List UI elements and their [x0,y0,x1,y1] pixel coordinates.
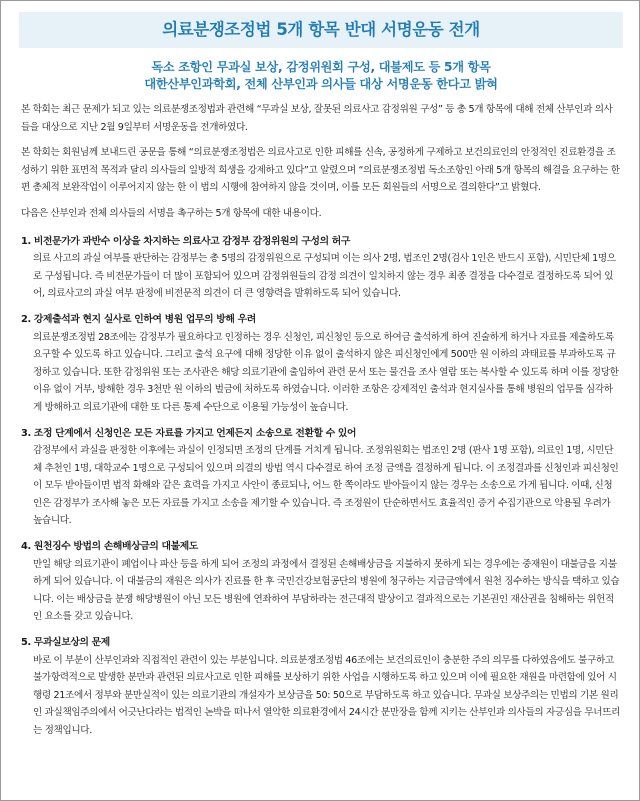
item-text: 감정부에서 과실을 판정한 이후에는 과실이 인정되면 조정의 단계를 거치게 됩니다. 조정위원회는 법조인 2명 (판사 1명 포함), 의료인 1명, 시민단체 추천인 1명, 대학교수 1명으로 구성되어 있으며 의결의 방법 역시 다수결로 하여 조정 금액을 결정하게 됩니다. 이 조정결과를 신청인과 피신청인이 모두 받아들이면 법적 화해와 같은 효력을 가지고 사안이 종료되나, 어느 한 쪽이라도 받아들이지 않는 경우는 소송으로 가게 됩니다. 이때, 신청인은 감정부가 조사해 놓은 모든 자료를 가지고 소송을 제기할 수 있습니다. 즉 조정원이 단순하면서도 효율적인 증거 수집기관으로 악용될 우려가 높습니다. [33,445,619,527]
subtitle-line-2: 대한산부인과학회, 전체 산부인과 의사들 대상 서명운동 한다고 밝혀 [144,77,498,91]
subtitle-line-1: 독소 조항인 무과실 보상, 감정위원회 구성, 대불제도 등 5개 항목 [151,60,491,74]
item-heading: 3. 조정 단계에서 신청인은 모든 자료를 가지고 언제든지 소송으로 전환할 수 있어 [21,427,357,439]
item-heading: 2. 강제출석과 현지 실사로 인하여 병원 업무의 방해 우려 [21,313,256,325]
list-item [21,425,621,531]
intro-paragraph-1: 본 학회는 최근 문제가 되고 있는 의료분쟁조정법과 관련해 “무과실 보상, 잘못된 의료사고 감정위원 구성” 등 총 5개 항목에 대해 전체 산부인과 의사들을 대상으로 지난 2월 9일부터 서명운동을 전개하였다. [21,104,613,133]
list-item [21,233,621,303]
title-banner [19,12,623,48]
intro-paragraph-3: 다음은 산부인과 전체 의사들의 서명을 촉구하는 5개 항목에 대한 내용이다. [21,207,322,219]
item-text: 의료 사고의 과실 여부를 판단하는 감정부는 총 5명의 감정위원으로 구성되며 이는 의사 2명, 법조인 2명(검사 1인은 반드시 포함), 시민단체 1명으로 구성됩니다. 즉 비전문가들이 더 많이 포함되어 있으며 감정위원들의 감정 의견이 일치하지 않는 경우 최종 결정을 다수결로 결정하도록 되어 있어, 의료사고의 과실 여부 판정에 비전문적 의견이 더 큰 영향력을 발휘하도록 되어 있습니다. [33,253,616,300]
subtitle [19,59,623,93]
item-text: 만일 해당 의료기관이 폐업이나 파산 등을 하게 되어 조정의 과정에서 결정된 손해배상금을 지불하지 못하게 되는 경우에는 중재원이 대불금을 지불하게 되어 있습니다. 이 대불금의 재원은 의사가 진료를 한 후 국민건강보험공단의 병원에 청구하는 지급금액에서 원천 징수하는 방식을 택하고 있습니다. 이는 배상금을 분쟁 해당병원이 아닌 모든 병원에 연좌하여 부담하라는 전근대적 발상이고 결과적으로는 기본권인 재산권을 침해하는 위헌적인 요소를 갖고 있습니다. [33,558,620,623]
item-heading: 1. 비전문가가 과반수 이상을 차지하는 의료사고 감정부 감정위원의 구성의 허구 [21,235,351,247]
item-heading: 4. 원천징수 방법의 손해배상금의 대불제도 [21,541,199,553]
item-text: 바로 이 부분이 산부인과와 직접적인 관련이 있는 부분입니다. 의료분쟁조정법 46조에는 보건의료인이 충분한 주의 의무를 다하였음에도 불구하고 불가항력적으로 발생한 분만과 관련된 의료사고로 인한 피해를 보상하기 위한 사업을 시행하도록 하고 있으며 이에 필요한 재원을 마련함에 있어 시행령 21조에서 정부와 분만실적이 있는 의료기관의 개설자가 보상금을 50: 50으로 부담하도록 하고 있습니다. 무과실 보상주의는 민법의 기본 원리인 과실책임주의에서 어긋난다라는 법적인 논박을 떠나서 열악한 의료환경에서 24시간 분만장을 함께 지키는 산부인과 의사들의 자긍심을 무너뜨리는 정책입니다. [33,654,621,736]
page-title: 의료분쟁조정법 5개 항목 반대 서명운동 전개 [162,20,480,39]
list-item [21,538,621,626]
list-item [21,634,621,740]
article-body [21,101,621,748]
item-heading: 5. 무과실보상의 문제 [21,637,110,649]
intro-paragraph-2: 본 학회는 회원님께 보내드린 공문을 통해 “의료분쟁조정법은 의료사고로 인한 피해를 신속, 공정하게 구제하고 보건의료인의 안정적인 진료환경을 조성하기 위한 표면적 목적과 달리 의사들의 일방적 희생을 강제하고 있다”고 알렸으며 “의료분쟁조정법 독소조항인 아래 5개 항목의 해결을 요구하는 한편 총체적 보완작업이 이루어지지 않는 한 이 법의 시행에 참여하지 않을 것이며, 이를 모든 회원들의 서명으로 결의한다”고 밝혔다. [21,147,620,194]
item-text: 의료분쟁조정법 28조에는 감정부가 필요하다고 인정하는 경우 신청인, 피신청인 등으로 하여금 출석하게 하여 진술하게 하거나 자료를 제출하도록 요구할 수 있도록 하고 있습니다. 그리고 출석 요구에 대해 정당한 이유 없이 출석하지 않은 피신청인에게 500만 원 이하의 과태료를 부과하도록 규정하고 있습니다. 또한 감정위원 또는 조사관은 해당 의료기관에 출입하여 관련 문서 또는 물건을 조사 열람 또는 복사할 수 있도록 하며 이를 정당한 이유 없이 거부, 방해한 경우 3천만 원 이하의 벌금에 처하도록 하였습니다. 이러한 조항은 강제적인 출석과 현지실사를 통해 병원의 업무를 심각하게 방해하고 의료기관에 대한 또 다른 통제 수단으로 이용될 가능성이 높습니다. [33,331,619,413]
list-item [21,311,621,417]
